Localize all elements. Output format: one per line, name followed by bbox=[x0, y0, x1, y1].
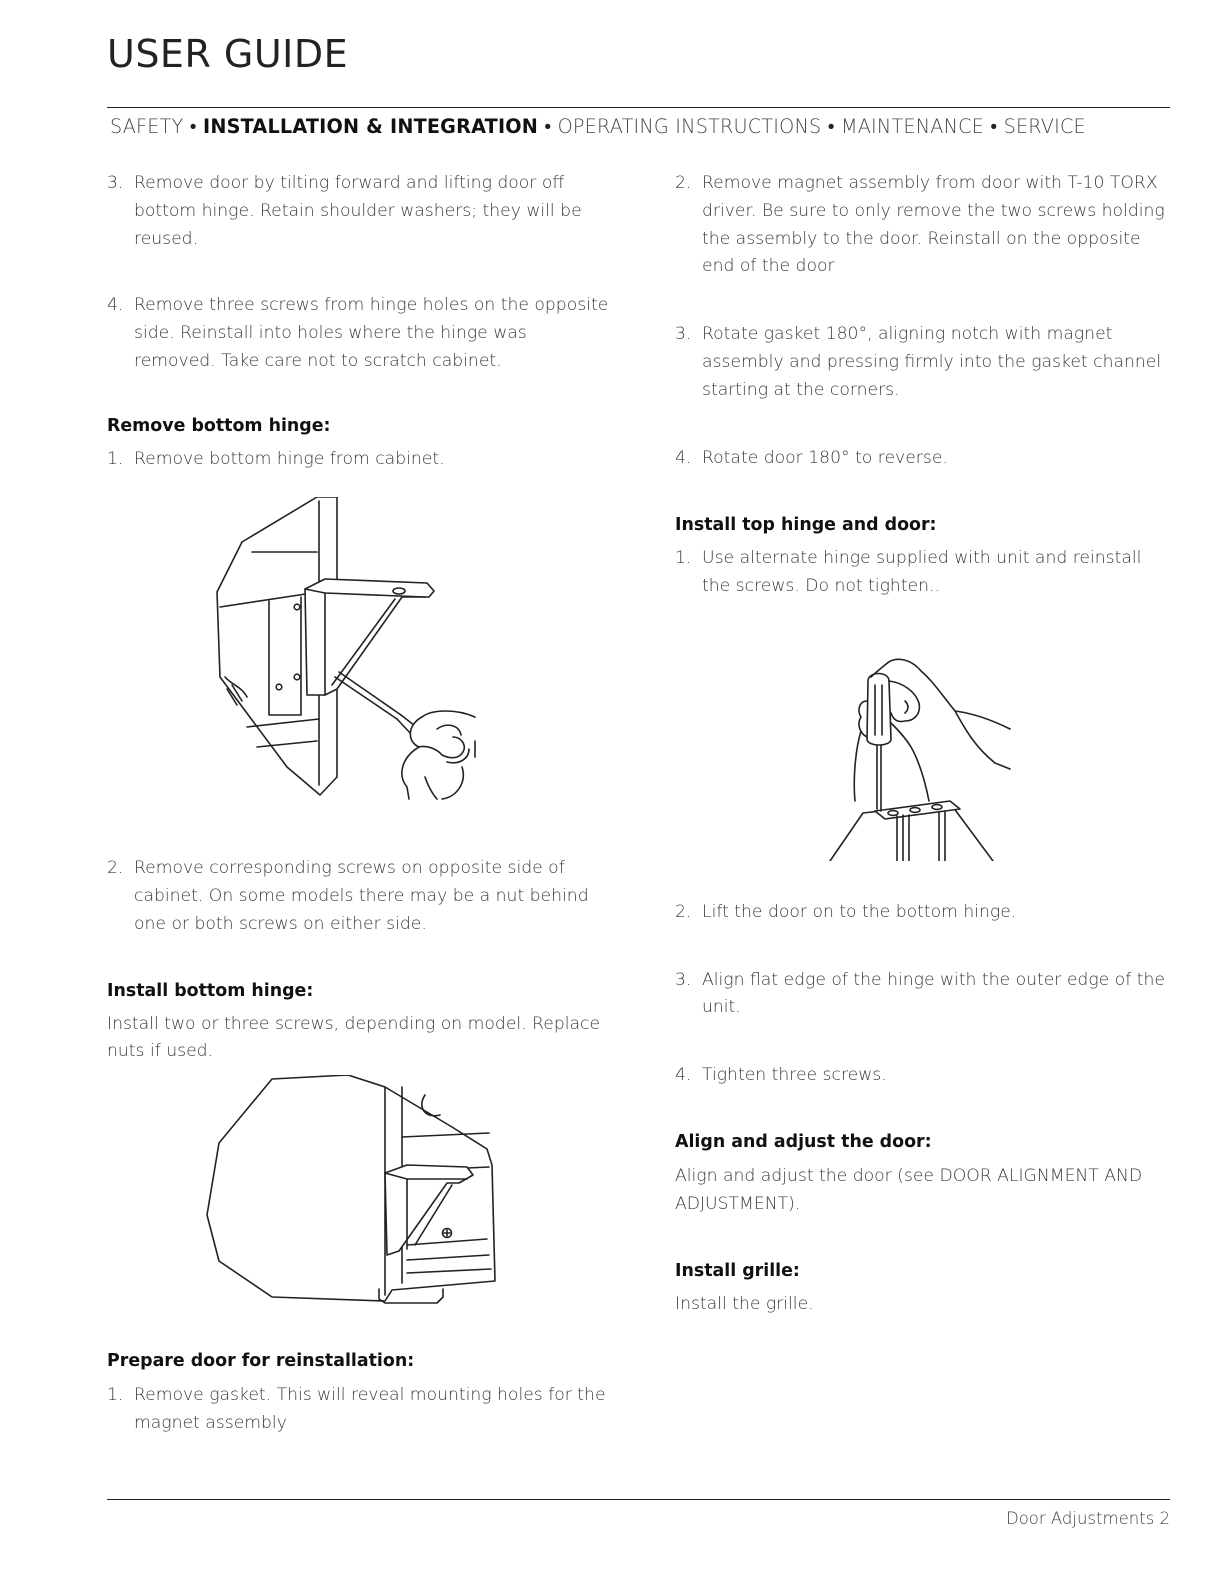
step-text: Rotate door 180° to reverse. bbox=[702, 447, 948, 468]
page-title: USER GUIDE bbox=[107, 32, 349, 76]
step-text: Remove door by tilting forward and lifting door off bottom hinge. Retain shoulder washers; they will be reused. bbox=[134, 173, 582, 249]
step-number: 2. bbox=[107, 858, 124, 879]
heading-install-grille: Install grille: bbox=[675, 1261, 800, 1282]
nav-separator: • bbox=[827, 115, 835, 138]
align-adjust-text: Align and adjust the door (see DOOR ALIGNMENT AND ADJUSTMENT). bbox=[675, 1165, 1143, 1214]
heading-install-bottom-hinge: Install bottom hinge: bbox=[107, 980, 314, 1001]
step-remove-bottom-hinge bbox=[107, 446, 612, 474]
step-rotate-door bbox=[675, 445, 1170, 473]
install-grille-text: Install the grille. bbox=[675, 1294, 814, 1315]
header-divider bbox=[107, 107, 1170, 108]
nav-item-maintenance[interactable]: MAINTENANCE bbox=[840, 115, 985, 138]
step-remove-magnet bbox=[675, 170, 1170, 281]
step-number: 3. bbox=[675, 324, 692, 345]
nav-item-operating[interactable]: OPERATING INSTRUCTIONS bbox=[557, 115, 822, 138]
step-rotate-gasket bbox=[675, 321, 1170, 404]
step-remove-door bbox=[107, 170, 612, 253]
heading-prepare-door: Prepare door for reinstallation: bbox=[107, 1351, 415, 1372]
nav-separator: • bbox=[990, 115, 998, 138]
install-top-hinge-illustration bbox=[675, 651, 1170, 861]
step-remove-corresponding-screws bbox=[107, 855, 612, 938]
step-remove-screws bbox=[107, 292, 612, 375]
step-align-edge bbox=[675, 967, 1170, 1023]
step-number: 2. bbox=[675, 901, 692, 922]
step-number: 4. bbox=[675, 1065, 692, 1086]
install-bottom-hinge-text: Install two or three screws, depending on model. Replace nuts if used. bbox=[107, 1013, 601, 1062]
step-text: Rotate gasket 180°, aligning notch with magnet assembly and pressing firmly into the gasket channel starting at the corners. bbox=[702, 324, 1162, 400]
step-text: Remove bottom hinge from cabinet. bbox=[134, 448, 445, 469]
step-number: 2. bbox=[675, 173, 692, 193]
nav-separator: • bbox=[189, 115, 197, 138]
step-text: Align flat edge of the hinge with the outer edge of the unit. bbox=[702, 969, 1165, 1018]
step-text: Use alternate hinge supplied with unit and reinstall the screws. Do not tighten.. bbox=[702, 548, 1142, 596]
nav-item-installation[interactable]: INSTALLATION & INTEGRATION bbox=[203, 115, 539, 138]
step-number: 1. bbox=[107, 1384, 124, 1405]
remove-bottom-hinge-illustration bbox=[107, 497, 612, 817]
heading-remove-bottom-hinge: Remove bottom hinge: bbox=[107, 415, 331, 436]
footer-divider bbox=[107, 1499, 1170, 1500]
step-lift-door bbox=[675, 899, 1170, 927]
step-text: Remove magnet assembly from door with T-10 TORX driver. Be sure to only remove the two screws holding the assembly to the door. Reinstall on the opposite end of the door bbox=[702, 173, 1165, 277]
section-nav bbox=[110, 115, 1170, 139]
left-column bbox=[107, 170, 612, 1438]
step-remove-gasket bbox=[107, 1382, 612, 1438]
step-text: Remove corresponding screws on opposite side of cabinet. On some models there may be a nut behind one or both screws on either side. bbox=[134, 858, 589, 934]
heading-install-top-hinge: Install top hinge and door: bbox=[675, 515, 937, 536]
step-number: 4. bbox=[675, 447, 692, 468]
nav-separator: • bbox=[544, 115, 552, 138]
page-footer: Door Adjustments 2 bbox=[1006, 1509, 1170, 1528]
nav-item-safety[interactable]: SAFETY bbox=[110, 115, 184, 138]
heading-align-adjust: Align and adjust the door: bbox=[675, 1131, 932, 1152]
step-text: Remove gasket. This will reveal mounting holes for the magnet assembly bbox=[134, 1384, 606, 1433]
step-use-alternate-hinge bbox=[675, 545, 1170, 601]
step-text: Lift the door on to the bottom hinge. bbox=[702, 901, 1017, 922]
step-number: 3. bbox=[675, 969, 692, 990]
install-bottom-hinge-illustration bbox=[107, 1075, 612, 1305]
right-column bbox=[675, 170, 1170, 1319]
step-number: 3. bbox=[107, 173, 124, 193]
step-tighten-screws bbox=[675, 1062, 1170, 1090]
nav-item-service[interactable]: SERVICE bbox=[1003, 115, 1086, 138]
step-number: 1. bbox=[107, 448, 124, 469]
step-number: 4. bbox=[107, 295, 124, 316]
step-text: Remove three screws from hinge holes on the opposite side. Reinstall into holes where the hinge was removed. Take care not to scratch cabinet. bbox=[134, 295, 609, 371]
step-text: Tighten three screws. bbox=[702, 1065, 887, 1086]
step-number: 1. bbox=[675, 548, 692, 569]
